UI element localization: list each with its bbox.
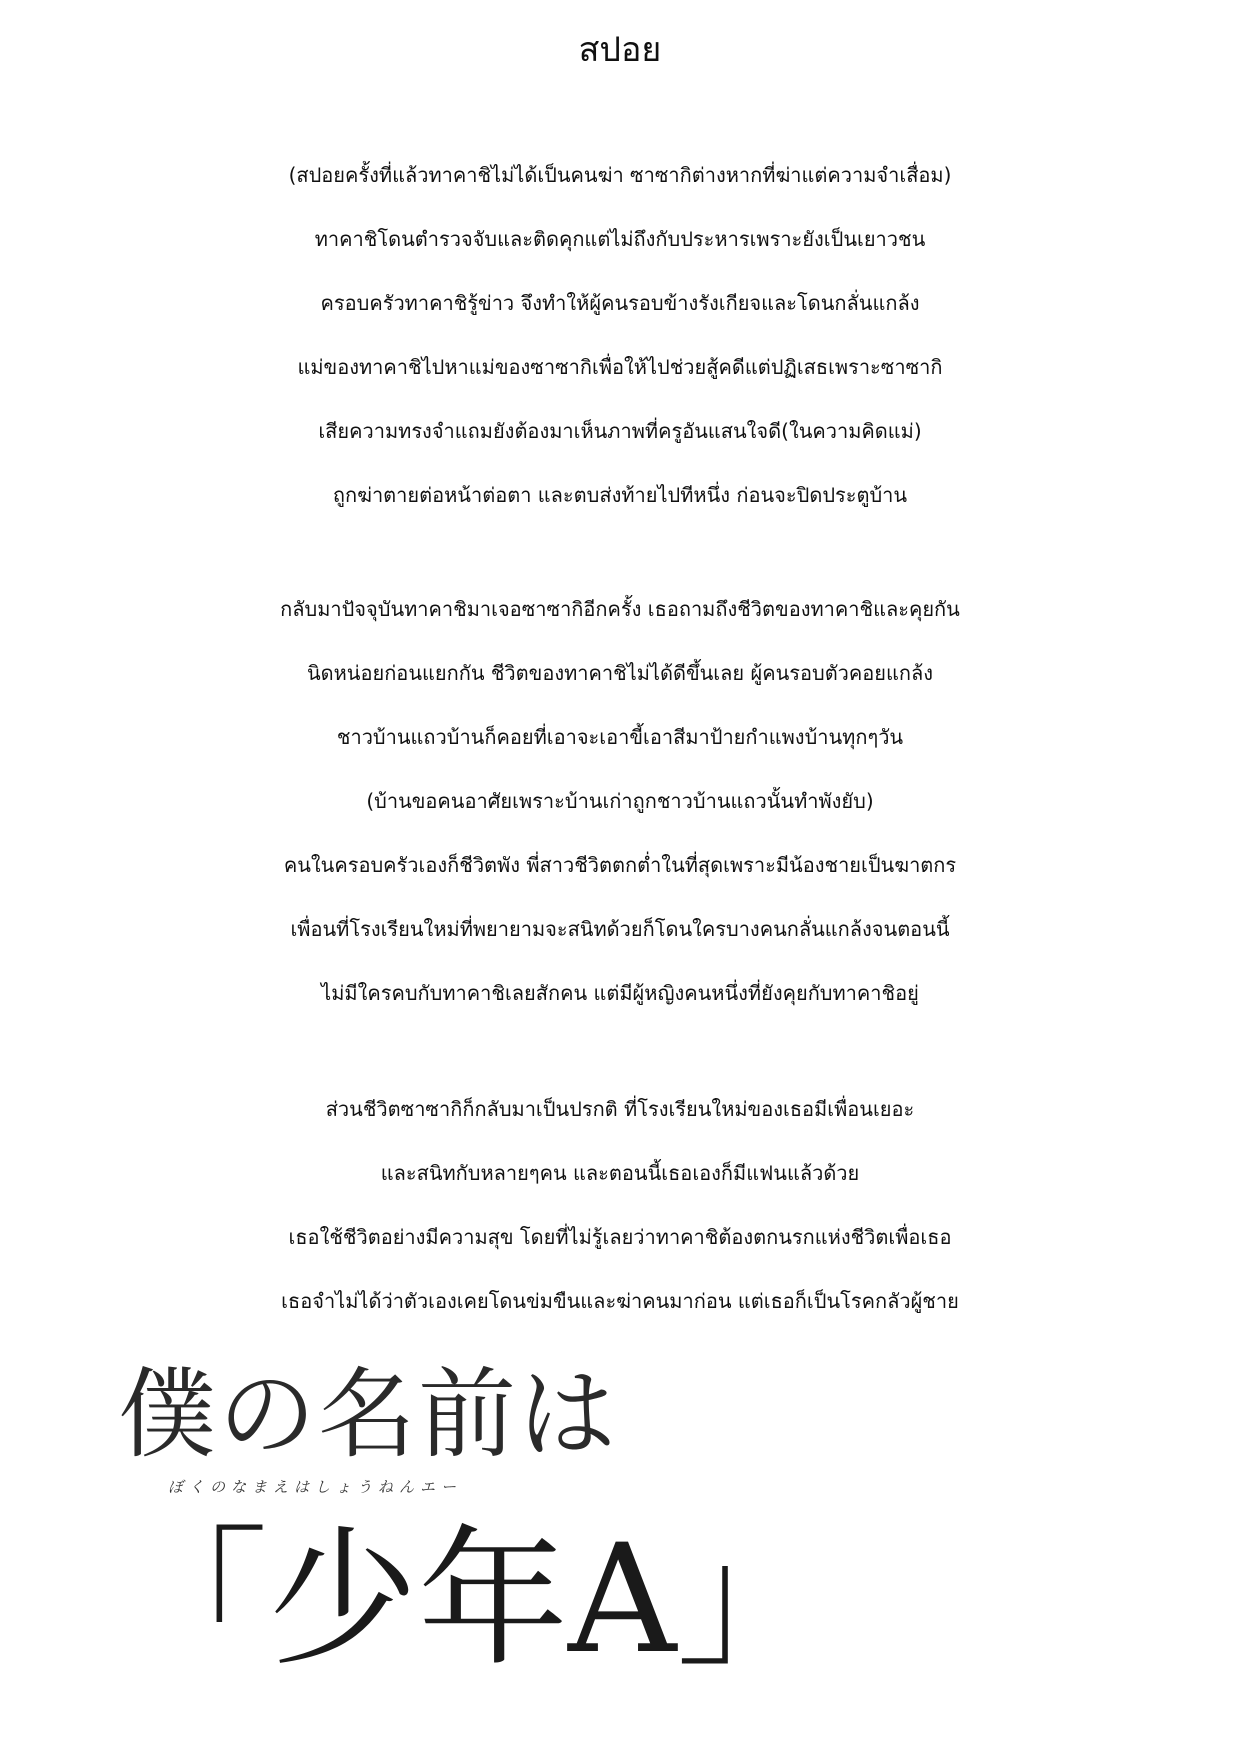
text-line: กลับมาปัจจุบันทาคาชิมาเจอซาซากิอีกครั้ง เธอถามถึงชีวิตของทาคาชิและคุยกัน: [280, 597, 960, 621]
text-line: (สปอยครั้งที่แล้วทาคาชิไม่ได้เป็นคนฆ่า ซาซากิต่างหากที่ฆ่าแต่ความจำเสื่อม): [288, 163, 952, 187]
logo-main-title: 少年A: [268, 1513, 677, 1687]
paragraph-3: [0, 1077, 1240, 1333]
paragraph-2: [0, 577, 1240, 1025]
paragraph-1: [0, 143, 1240, 527]
text-line: นิดหน่อยก่อนแยกกัน ชีวิตของทาคาชิไม่ได้ดีขึ้นเลย ผู้คนรอบตัวคอยแกล้ง: [306, 661, 934, 685]
text-line: และสนิทกับหลายๆคน และตอนนี้เธอเองก็มีแฟนแล้วด้วย: [380, 1161, 860, 1185]
logo-open-bracket: 「: [118, 1513, 269, 1687]
logo-title: 僕の名前は: [118, 1358, 619, 1472]
text-line: ส่วนชีวิตซาซากิก็กลับมาเป็นปรกติ ที่โรงเรียนใหม่ของเธอมีเพื่อนเยอะ: [325, 1097, 915, 1121]
title-logo: [118, 1358, 827, 1720]
logo-main-text: [118, 1510, 826, 1700]
spoiler-heading: สปอย: [578, 30, 662, 70]
text-line: ครอบครัวทาคาชิรู้ข่าว จึงทำให้ผู้คนรอบข้างรังเกียจและโดนกลั่นแกล้ง: [320, 291, 920, 315]
text-line: ชาวบ้านแถวบ้านก็คอยที่เอาจะเอาขี้เอาสีมาป้ายกำแพงบ้านทุกๆวัน: [336, 725, 904, 749]
text-line: คนในครอบครัวเองก็ชีวิตพัง พี่สาวชีวิตตกต่ำในที่สุดเพราะมีน้องชายเป็นฆาตกร: [283, 853, 957, 877]
text-line: (บ้านขอคนอาศัยเพราะบ้านเก่าถูกชาวบ้านแถวนั้นทำพังยับ): [366, 789, 874, 813]
text-line: แม่ของทาคาชิไปหาแม่ของซาซากิเพื่อให้ไปช่วยสู้คดีแต่ปฏิเสธเพราะซาซากิ: [297, 355, 943, 379]
logo-close-bracket: 」: [676, 1513, 827, 1687]
text-line: ทาคาชิโดนตำรวจจับและติดคุกแต่ไม่ถึงกับประหารเพราะยังเป็นเยาวชน: [314, 227, 926, 251]
text-line: เพื่อนที่โรงเรียนใหม่ที่พยายามจะสนิทด้วยก็โดนใครบางคนกลั่นแกล้งจนตอนนี้: [290, 917, 950, 941]
text-line: ไม่มีใครคบกับทาคาชิเลยสักคน แต่มีผู้หญิงคนหนึ่งที่ยังคุยกับทาคาชิอยู่: [321, 981, 919, 1005]
logo-ruby-reading: ぼくのなまえはしょうねんエー: [168, 1478, 463, 1496]
text-line: เสียความทรงจำแถมยังต้องมาเห็นภาพที่ครูอันแสนใจดี(ในความคิดแม่): [318, 419, 922, 443]
text-line: เธอจำไม่ได้ว่าตัวเองเคยโดนข่มขืนและฆ่าคนมาก่อน แต่เธอก็เป็นโรคกลัวผู้ชาย: [281, 1289, 959, 1313]
text-line: ถูกฆ่าตายต่อหน้าต่อตา และตบส่งท้ายไปทีหนึ่ง ก่อนจะปิดประตูบ้าน: [332, 483, 908, 507]
text-line: เธอใช้ชีวิตอย่างมีความสุข โดยที่ไม่รู้เลยว่าทาคาชิต้องตกนรกแห่งชีวิตเพื่อเธอ: [288, 1225, 952, 1249]
